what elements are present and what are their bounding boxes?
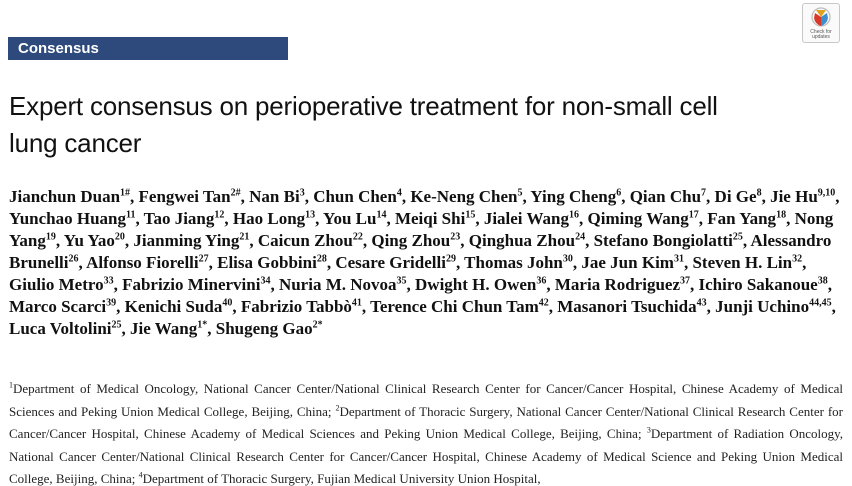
- author-affiliation-sup: 23: [450, 231, 461, 243]
- author-name[interactable]: [249, 187, 305, 206]
- author-name-text: Jianchun Duan: [9, 187, 121, 206]
- author-affiliation-sup: 12: [214, 209, 225, 221]
- author-name-text: Di Ge: [714, 187, 757, 206]
- author-name[interactable]: [555, 275, 690, 294]
- author-affiliation-sup: 44,45: [809, 297, 832, 309]
- check-for-updates-label: [803, 30, 839, 40]
- author-name[interactable]: [469, 231, 585, 250]
- author-name[interactable]: [9, 297, 116, 316]
- author-affiliation-sup: 22: [352, 231, 363, 243]
- author-name-text: Masanori Tsuchida: [557, 297, 697, 316]
- author-affiliation-sup: 37: [680, 275, 690, 287]
- author-name[interactable]: [9, 319, 122, 338]
- author-affiliation-sup: 9,10: [817, 187, 836, 199]
- author-name[interactable]: [9, 209, 135, 228]
- author-name-text: Hao Long: [232, 209, 306, 228]
- author-affiliation-sup: 38: [817, 275, 828, 287]
- author-affiliation-sup: 32: [792, 253, 803, 265]
- author-affiliation-sup: 2#: [230, 187, 241, 199]
- author-name-text: Marco Scarci: [9, 297, 107, 316]
- author-name-text: Tao Jiang: [143, 209, 215, 228]
- author-affiliation-sup: 41: [351, 297, 362, 309]
- author-name-text: Qing Zhou: [371, 231, 451, 250]
- author-name[interactable]: [258, 231, 363, 250]
- author-name[interactable]: [699, 275, 828, 294]
- author-affiliation-sup: 15: [465, 209, 476, 221]
- author-name[interactable]: [371, 231, 460, 250]
- affiliation-text: Department of Medical Oncology, National Cancer Center/National Clinical Research Center for Cancer/Cancer Hospital, Chinese Academy of Medical Sciences and Peking Union Medical College, Beijing, China;: [9, 381, 843, 419]
- author-name-text: Steven H. Lin: [692, 253, 793, 272]
- affiliation-text: Department of Thoracic Surgery, Fujian Medical University Union Hospital,: [142, 471, 541, 486]
- author-affiliation-sup: 20: [114, 231, 125, 243]
- author-affiliation-sup: 6: [616, 187, 622, 199]
- author-name-text: Stefano Bongiolatti: [593, 231, 733, 250]
- author-affiliation-sup: 25: [732, 231, 743, 243]
- author-affiliation-sup: 36: [536, 275, 547, 287]
- author-name[interactable]: [594, 231, 743, 250]
- author-name-text: Alessandro Brunelli: [9, 231, 832, 272]
- author-name-text: Alfonso Fiorelli: [86, 253, 199, 272]
- author-name-text: Nan Bi: [249, 187, 300, 206]
- author-name-text: Elisa Gobbini: [217, 253, 317, 272]
- author-name-text: Luca Voltolini: [9, 319, 112, 338]
- author-affiliation-sup: 42: [538, 297, 549, 309]
- title-line-1: Expert consensus on perioperative treatment for non-small cell: [9, 91, 718, 121]
- article-title: [9, 88, 829, 162]
- author-name-text: Ke-Neng Chen: [410, 187, 518, 206]
- author-name[interactable]: [715, 187, 762, 206]
- affiliation-list: [9, 378, 843, 486]
- author-name[interactable]: [233, 209, 315, 228]
- author-affiliation-sup: 7: [701, 187, 707, 199]
- author-name-text: Shugeng Gao: [215, 319, 313, 338]
- author-name[interactable]: [370, 297, 549, 316]
- section-label: Consensus: [8, 37, 288, 60]
- author-name[interactable]: [64, 231, 125, 250]
- author-name-text: Fabrizio Tabbò: [240, 297, 352, 316]
- author-name-text: Qian Chu: [629, 187, 702, 206]
- author-name[interactable]: [144, 209, 225, 228]
- author-name[interactable]: [692, 253, 802, 272]
- author-affiliation-sup: 34: [260, 275, 271, 287]
- author-name-text: Kenichi Suda: [124, 297, 223, 316]
- author-name-text: You Lu: [323, 209, 377, 228]
- author-name[interactable]: [581, 253, 684, 272]
- author-name-text: Ying Cheng: [530, 187, 617, 206]
- author-affiliation-sup: 39: [106, 297, 117, 309]
- author-name[interactable]: [313, 187, 402, 206]
- author-name[interactable]: [770, 187, 835, 206]
- author-affiliation-sup: 43: [696, 297, 707, 309]
- author-name[interactable]: [630, 187, 706, 206]
- author-name[interactable]: [130, 319, 207, 338]
- author-name-text: Jie Hu: [770, 187, 818, 206]
- check-label-line1: Check for: [810, 29, 832, 35]
- author-list: Jianchun Duan$^{1\#}$, Fengwei Tan$^{2\#}$, Nan Bi$^3$, Chun Chen$^4$, Ke-Neng Chen$^5$, Ying Cheng$^6$, Qian Chu$^7$, Di Ge$^8$, Jie Hu$^{9,10}$, Yunchao Huang$^{11}$, Tao Jiang$^{12}$, Hao Long$^{13}$, You Lu$^{14}$, Meiqi Shi$^{15}$, Jialei Wang$^{16}$, Qiming Wang$^{17}$, Fan Yang$^{18}$, Nong Yang$^{19}$, Yu Yao$^{20}$, Jianming Ying$^{21}$, Caicun Zhou$^{22}$, Qing Zhou$^{23}$, Qinghua Zhou$^{24}$, Stefano Bongiolatti$^{25}$, Alessandro Brunelli$^{26}$, Alfonso Fiorelli$^{27}$, Elisa Gobbini$^{28}$, Cesare Gridelli$^{29}$, Thomas John$^{30}$, Jae Jun Kim$^{31}$, Steven H. Lin$^{32}$, Giulio Metro$^{33}$, Fabrizio Minervini$^{34}$, Nuria M. Novoa$^{35}$, Dwight H. Owen$^{36}$, Maria Rodriguez$^{37}$, Ichiro Sakanoue$^{38}$, Marco Scarci$^{39}$, Kenichi Suda$^{40}$, Fabrizio Tabbò$^{41}$, Terence Chi Chun Tam$^{42}$, Masanori Tsuchida$^{43}$, Junji Uchino$^{44,45}$, Luca Voltolini$^{25}$, Jie Wang$^{1*}$, Shugeng Gao$^{2*}$: [9, 187, 840, 338]
- author-name-text: Cesare Gridelli: [335, 253, 446, 272]
- author-name[interactable]: [122, 275, 270, 294]
- author-name-text: Giulio Metro: [9, 275, 104, 294]
- author-name-text: Chun Chen: [313, 187, 397, 206]
- author-affiliation-sup: 17: [688, 209, 699, 221]
- author-name-text: Nuria M. Novoa: [278, 275, 397, 294]
- affiliation-text: Department of Radiation Oncology, National Cancer Center/National Clinical Research Center for Cancer/Cancer Hospital, Chinese Academy of Medical Science and Peking Union Medical College, Beijing, China;: [9, 426, 844, 486]
- author-name[interactable]: [217, 253, 327, 272]
- author-affiliation-sup: 28: [316, 253, 327, 265]
- author-name-text: Qinghua Zhou: [468, 231, 576, 250]
- author-name[interactable]: [139, 187, 241, 206]
- author-name-text: Qiming Wang: [587, 209, 689, 228]
- author-affiliation-sup: 29: [445, 253, 456, 265]
- affiliation-sup: 3: [646, 425, 651, 435]
- author-name-text: Yu Yao: [63, 231, 115, 250]
- author-name[interactable]: [279, 275, 407, 294]
- author-name[interactable]: [9, 275, 114, 294]
- author-affiliation-sup: 33: [103, 275, 114, 287]
- author-name-text: Meiqi Shi: [394, 209, 466, 228]
- affiliation-sup: 2: [335, 403, 340, 413]
- affiliation-sup: 4: [138, 470, 143, 480]
- author-name[interactable]: [9, 187, 130, 206]
- author-affiliation-sup: 27: [198, 253, 209, 265]
- author-affiliation-sup: 26: [68, 253, 79, 265]
- author-name[interactable]: [86, 253, 209, 272]
- crossmark-icon: [811, 7, 831, 29]
- author-name-text: Fabrizio Minervini: [122, 275, 261, 294]
- author-name[interactable]: [241, 297, 362, 316]
- author-affiliation-sup: 2*: [312, 319, 323, 331]
- author-name[interactable]: [335, 253, 456, 272]
- author-affiliation-sup: 14: [376, 209, 387, 221]
- author-name[interactable]: [395, 209, 475, 228]
- author-affiliation-sup: 16: [569, 209, 579, 221]
- author-affiliation-sup: 3: [299, 187, 305, 199]
- author-name-text: Jae Jun Kim: [581, 253, 674, 272]
- author-affiliation-sup: 13: [305, 209, 316, 221]
- author-affiliation-sup: 21: [239, 231, 250, 243]
- author-name-text: Jianming Ying: [133, 231, 240, 250]
- author-name[interactable]: [415, 275, 546, 294]
- author-name-text: Junji Uchino: [715, 297, 810, 316]
- author-affiliation-sup: 40: [222, 297, 233, 309]
- author-name[interactable]: [323, 209, 386, 228]
- author-affiliation-sup: 25: [111, 319, 122, 331]
- author-affiliation-sup: 5: [517, 187, 523, 199]
- author-name[interactable]: [133, 231, 249, 250]
- check-label-line2: updates: [812, 34, 830, 40]
- author-name-text: Dwight H. Owen: [415, 275, 537, 294]
- check-for-updates-badge[interactable]: [802, 3, 840, 43]
- author-name-text: Thomas John: [464, 253, 563, 272]
- author-name-text: Jialei Wang: [483, 209, 569, 228]
- author-name[interactable]: [588, 209, 699, 228]
- author-name[interactable]: [484, 209, 579, 228]
- author-name[interactable]: [216, 319, 323, 338]
- author-affiliation-sup: 30: [562, 253, 573, 265]
- author-name-text: Ichiro Sakanoue: [698, 275, 818, 294]
- author-affiliation-sup: 35: [396, 275, 407, 287]
- author-affiliation-sup: 31: [673, 253, 684, 265]
- author-affiliation-sup: 19: [45, 231, 56, 243]
- author-name-text: Jie Wang: [130, 319, 198, 338]
- author-name[interactable]: [125, 297, 233, 316]
- author-name[interactable]: [557, 297, 706, 316]
- author-name[interactable]: [530, 187, 621, 206]
- author-affiliation-sup: 1#: [120, 187, 131, 199]
- author-affiliation-sup: 11: [126, 209, 136, 221]
- author-name[interactable]: [410, 187, 522, 206]
- author-name[interactable]: [707, 209, 786, 228]
- author-name-text: Terence Chi Chun Tam: [370, 297, 539, 316]
- author-name[interactable]: [464, 253, 573, 272]
- author-name-text: Maria Rodriguez: [554, 275, 680, 294]
- author-name-text: Fan Yang: [707, 209, 777, 228]
- author-name-text: Yunchao Huang: [9, 209, 127, 228]
- author-affiliation-sup: 18: [776, 209, 787, 221]
- author-name[interactable]: [715, 297, 832, 316]
- author-affiliation-sup: 24: [575, 231, 586, 243]
- author-name-text: Fengwei Tan: [138, 187, 231, 206]
- author-name-text: Nong Yang: [9, 209, 834, 250]
- author-affiliation-sup: 8: [756, 187, 762, 199]
- title-line-2: lung cancer: [9, 128, 142, 158]
- affiliation-sup: 1: [9, 380, 13, 390]
- author-affiliation-sup: 1*: [197, 319, 208, 331]
- author-name-text: Caicun Zhou: [257, 231, 353, 250]
- affiliation-text: Department of Thoracic Surgery, National Cancer Center/National Clinical Research Center for Cancer/Cancer Hospital, Chinese Academy of Medical Sciences and Peking Union Medical College, Beijing, China;: [9, 403, 843, 441]
- author-affiliation-sup: 4: [396, 187, 402, 199]
